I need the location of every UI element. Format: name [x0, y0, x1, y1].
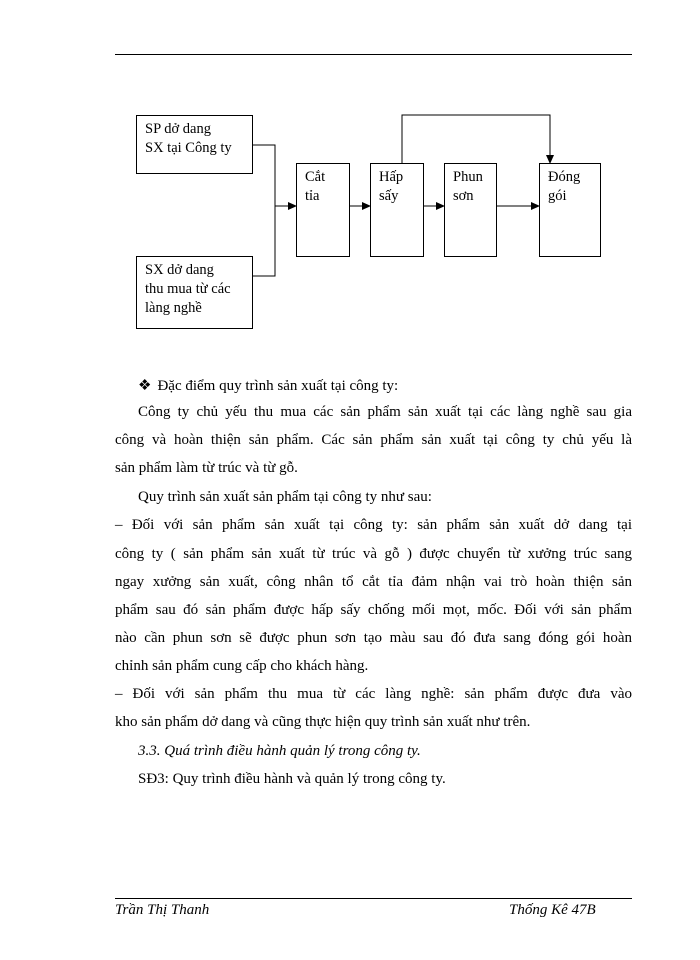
bullet-icon: ❖: [138, 378, 152, 394]
footer-class: Thống Kê 47B: [509, 902, 596, 918]
box-cut: Cắt tỉa: [296, 163, 350, 257]
paragraph-line: nào cần phun sơn sẽ được phun sơn tạo màu sau đó đưa sang đóng gói hoàn: [115, 630, 632, 646]
paragraph-line: – Đối với sản phẩm sản xuất tại công ty: sản phẩm sản xuất dở dang tại: [115, 517, 632, 533]
arrow-dry-bypass-to-pack: [402, 115, 550, 163]
paragraph-line: công và hoàn thiện sản phẩm. Các sản phẩm sản xuất tại công ty chủ yếu là: [115, 432, 632, 448]
diagram-caption: SĐ3: Quy trình điều hành và quản lý trong công ty.: [138, 771, 446, 787]
process-heading: [138, 376, 655, 395]
box-pack: Đóng gói: [539, 163, 601, 257]
box-dry: Hấp sấy: [370, 163, 424, 257]
paragraph-line: ngay xưởng sản xuất, công nhân tổ cắt tỉa đảm nhận vai trò hoàn thiện sản: [115, 574, 632, 590]
box-sp-wip: SP dở dang SX tại Công ty: [136, 115, 253, 174]
paragraph-line: Công ty chủ yếu thu mua các sản phẩm sản xuất tại các làng nghề sau gia: [138, 404, 632, 420]
box-purchased-wip: SX dở dang thu mua từ các làng nghề: [136, 256, 253, 329]
footer-author: Trần Thị Thanh: [115, 902, 210, 918]
heading-text: Đặc điểm quy trình sản xuất tại công ty:: [157, 378, 399, 394]
box-paint: Phun sơn: [444, 163, 497, 257]
section-title: 3.3. Quá trình điều hành quản lý trong công ty.: [138, 743, 421, 759]
connector-bottom-box: [253, 206, 275, 276]
paragraph-line: Quy trình sản xuất sản phẩm tại công ty như sau:: [138, 489, 432, 505]
paragraph-line: phẩm sau đó sản phẩm được hấp sấy chống mối mọt, mốc. Đối với sản phẩm: [115, 602, 632, 618]
footer-rule: [115, 898, 632, 899]
paragraph-line: chỉnh sản phẩm cung cấp cho khách hàng.: [115, 658, 369, 674]
connector-top-box: [253, 145, 275, 206]
paragraph-line: – Đối với sản phẩm thu mua từ các làng nghề: sản phẩm được đưa vào: [115, 686, 632, 702]
paragraph-line: sản phẩm làm từ trúc và từ gỗ.: [115, 460, 298, 476]
paragraph-line: công ty ( sản phẩm sản xuất từ trúc và gỗ ) được chuyển từ xưởng trúc sang: [115, 546, 632, 562]
paragraph-line: kho sản phẩm dở dang và cũng thực hiện quy trình sản xuất như trên.: [115, 714, 531, 730]
